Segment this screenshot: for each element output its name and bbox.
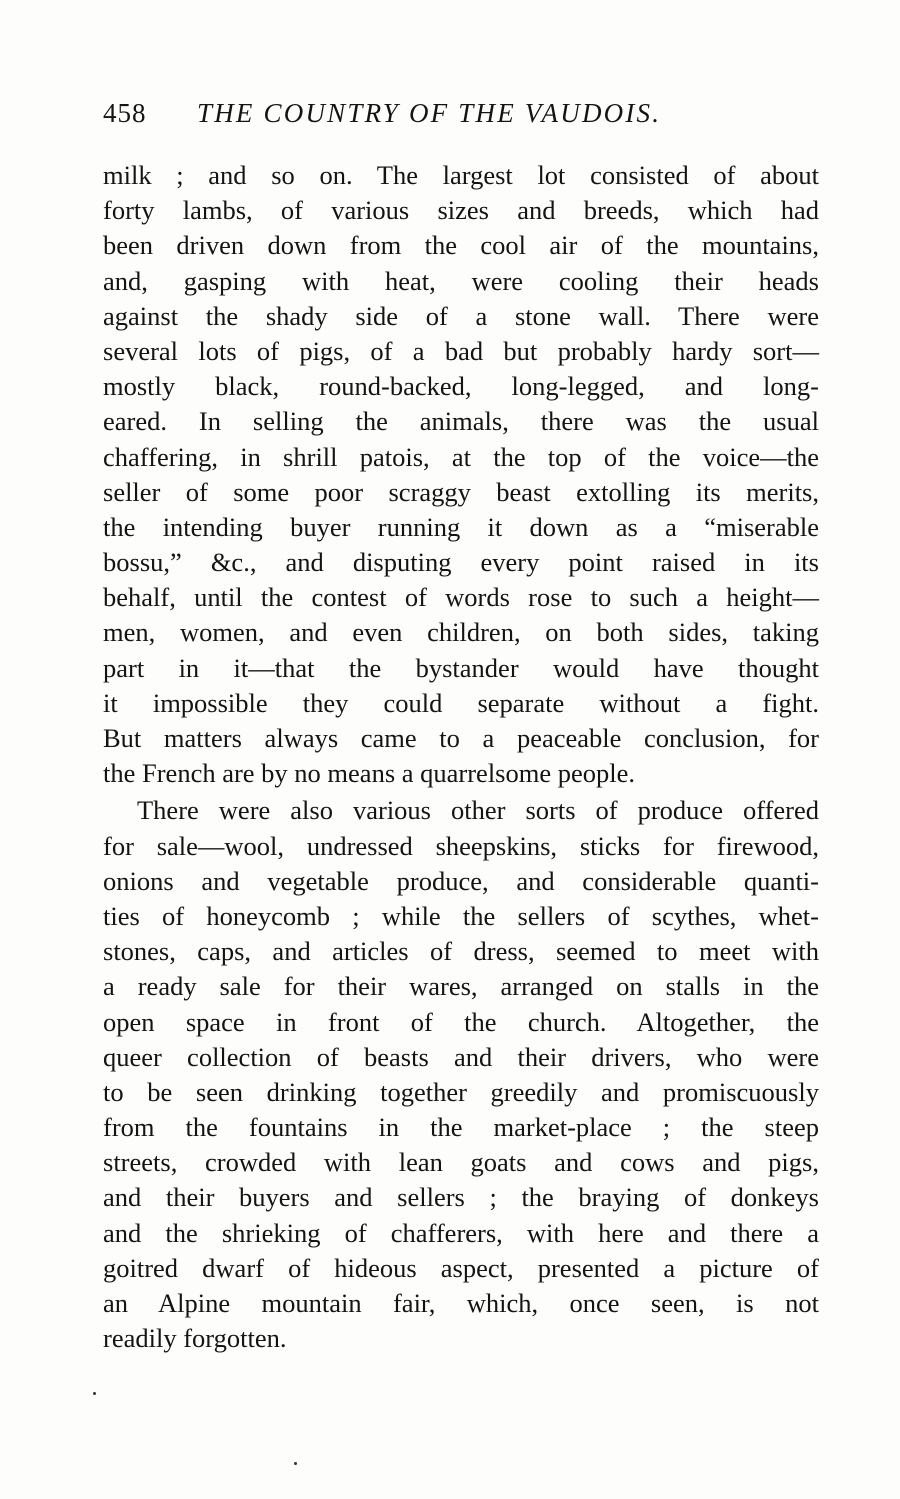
text-line: and, gasping with heat, were cooling their heads	[103, 265, 819, 296]
paragraph-2	[103, 793, 819, 1356]
text-line: been driven down from the cool air of the mountains,	[103, 230, 819, 261]
text-line: stones, caps, and articles of dress, seemed to meet with	[103, 936, 819, 967]
text-line: forty lambs, of various sizes and breeds, which had	[103, 195, 819, 226]
text-line: goitred dwarf of hideous aspect, presented a picture of	[103, 1252, 819, 1283]
text-line: There were also various other sorts of produce offered	[137, 795, 819, 826]
text-line: a ready sale for their wares, arranged on stalls in the	[103, 971, 819, 1002]
text-line: bossu,” &c., and disputing every point raised in its	[103, 547, 819, 578]
text-line: open space in front of the church. Altogether, the	[103, 1006, 819, 1037]
running-head	[103, 98, 818, 134]
text-line: to be seen drinking together greedily and promiscuously	[103, 1076, 819, 1107]
text-line: and the shrieking of chafferers, with here and there a	[103, 1217, 819, 1248]
page-number: 458	[103, 98, 147, 128]
text-line: eared. In selling the animals, there was the usual	[103, 406, 819, 437]
text-line: But matters always came to a peaceable conclusion, for	[103, 723, 819, 753]
text-line: men, women, and even children, on both sides, taking	[103, 617, 819, 648]
text-line: onions and vegetable produce, and considerable quanti-	[103, 865, 819, 896]
text-line: against the shady side of a stone wall. There were	[103, 300, 819, 331]
paragraph-1	[103, 158, 819, 791]
text-line: behalf, until the contest of words rose to such a height—	[103, 582, 819, 613]
text-line: streets, crowded with lean goats and cows and pigs,	[103, 1147, 819, 1178]
running-title: THE COUNTRY OF THE VAUDOIS.	[197, 98, 662, 128]
text-line: queer collection of beasts and their drivers, who were	[103, 1041, 819, 1072]
text-line: it impossible they could separate without a fight.	[103, 687, 819, 718]
text-line: readily forgotten.	[103, 1323, 287, 1354]
text-line: milk ; and so on. The largest lot consisted of about	[103, 160, 819, 190]
body-text	[103, 158, 819, 1356]
text-line: and their buyers and sellers ; the braying of donkeys	[103, 1182, 819, 1213]
text-line: several lots of pigs, of a bad but probably hardy sort—	[103, 335, 819, 366]
text-line: part in it—that the bystander would have thought	[103, 652, 819, 683]
text-line: ties of honeycomb ; while the sellers of scythes, whet-	[103, 900, 819, 931]
text-line: seller of some poor scraggy beast extolling its merits,	[103, 476, 819, 507]
text-line: chaffering, in shrill patois, at the top of the voice—the	[103, 441, 819, 472]
text-line: the intending buyer running it down as a “miserable	[103, 511, 819, 542]
text-line: the French are by no means a quarrelsome people.	[103, 758, 636, 789]
text-line: an Alpine mountain fair, which, once seen, is not	[103, 1288, 819, 1318]
print-speck	[294, 1462, 297, 1465]
text-line: for sale—wool, undressed sheepskins, sticks for firewood,	[103, 830, 819, 861]
text-line: from the fountains in the market-place ; the steep	[103, 1112, 819, 1143]
text-line: mostly black, round-backed, long-legged, and long-	[103, 371, 819, 402]
print-speck	[93, 1392, 96, 1395]
